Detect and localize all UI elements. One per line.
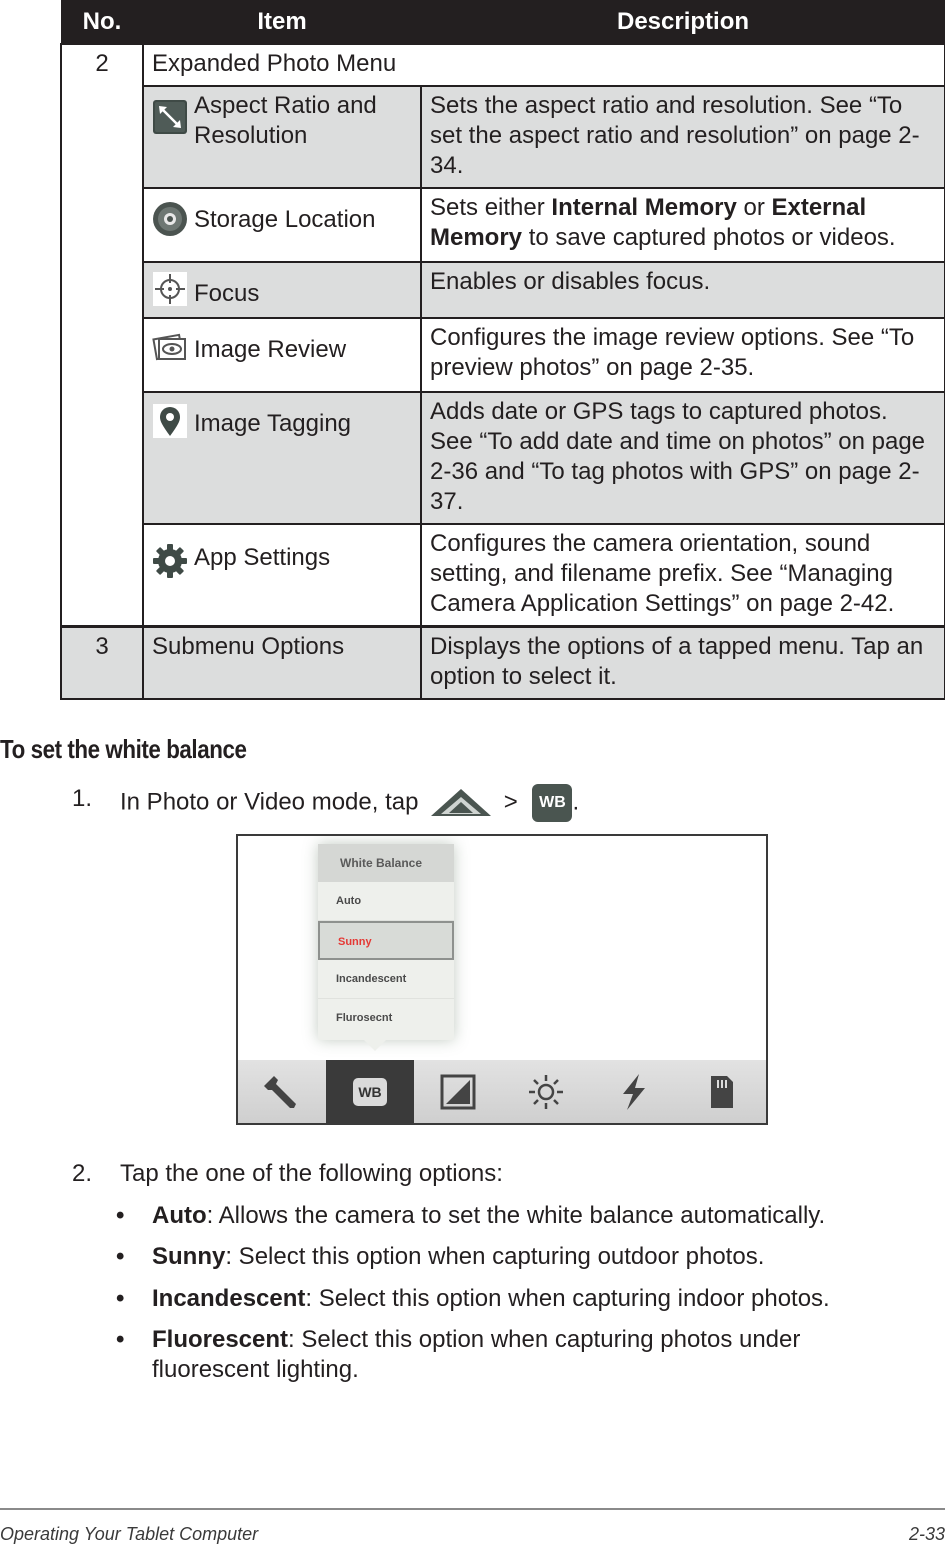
menu-item-incandescent[interactable]: Incandescent bbox=[318, 960, 454, 999]
focus-icon bbox=[152, 271, 188, 307]
white-balance-icon: WB bbox=[532, 784, 572, 822]
subitem-cell bbox=[143, 392, 421, 524]
table-row bbox=[61, 86, 945, 188]
step-text: In Photo or Video mode, tap > WB . bbox=[120, 784, 579, 822]
flash-icon bbox=[619, 1072, 649, 1112]
row-item: Submenu Options bbox=[143, 627, 421, 700]
location-pin-icon bbox=[152, 403, 188, 439]
table-row bbox=[61, 188, 945, 262]
subitem-label: Aspect Ratio and Resolution bbox=[194, 92, 377, 149]
camera-screenshot bbox=[236, 834, 768, 1125]
storage-button[interactable] bbox=[678, 1060, 766, 1123]
feature-table bbox=[60, 0, 945, 700]
step-number: 1. bbox=[72, 785, 93, 812]
subitem-label: Storage Location bbox=[194, 206, 376, 233]
image-review-icon bbox=[152, 329, 188, 365]
brightness-icon bbox=[527, 1073, 565, 1111]
table-header-row bbox=[61, 1, 945, 45]
header-description: Description bbox=[421, 1, 945, 45]
row-number: 3 bbox=[61, 627, 143, 700]
camera-toolbar bbox=[238, 1060, 766, 1123]
row-item: Expanded Photo Menu bbox=[143, 44, 945, 86]
subitem-cell bbox=[143, 86, 421, 188]
table-row bbox=[61, 44, 945, 86]
page-number: 2-33 bbox=[908, 1524, 945, 1544]
subitem-label: Focus bbox=[194, 280, 260, 307]
settings-button[interactable] bbox=[238, 1060, 326, 1123]
menu-item-fluorescent[interactable]: Flurosecnt bbox=[336, 1012, 393, 1024]
aspect-ratio-icon bbox=[152, 99, 188, 135]
wrench-icon bbox=[262, 1072, 302, 1112]
subitem-label: Image Review bbox=[194, 336, 347, 363]
white-balance-icon: WB bbox=[353, 1078, 387, 1106]
table-row bbox=[61, 627, 945, 700]
white-balance-button[interactable] bbox=[326, 1060, 414, 1123]
menu-item-auto[interactable]: Auto bbox=[318, 882, 454, 921]
subitem-description: Sets either Internal Memory or External Memory to save captured photos or videos. bbox=[421, 188, 945, 262]
row-number: 2 bbox=[61, 44, 143, 627]
footer-title: Operating Your Tablet Computer bbox=[0, 1524, 259, 1544]
menu-pointer bbox=[364, 1040, 386, 1051]
subitem-label: Image Tagging bbox=[194, 410, 352, 437]
section-title: To set the white balance bbox=[0, 734, 247, 764]
header-item: Item bbox=[143, 1, 421, 45]
gear-icon bbox=[152, 543, 188, 579]
subitem-cell bbox=[143, 262, 421, 318]
storage-card-icon bbox=[707, 1072, 737, 1112]
white-balance-menu bbox=[318, 844, 454, 1040]
subitem-description: Sets the aspect ratio and resolution. See “To set the aspect ratio and resolution” on page 2-34. bbox=[421, 86, 945, 188]
expand-menu-icon bbox=[429, 786, 493, 820]
exposure-icon bbox=[440, 1074, 476, 1110]
flash-button[interactable] bbox=[590, 1060, 678, 1123]
subitem-cell bbox=[143, 524, 421, 627]
menu-title: White Balance bbox=[318, 844, 454, 882]
subitem-cell bbox=[143, 318, 421, 392]
storage-icon bbox=[152, 201, 188, 237]
step-text: Tap the one of the following options: bbox=[120, 1160, 503, 1187]
subitem-description: Configures the image review options. See “To preview photos” on page 2-35. bbox=[421, 318, 945, 392]
brightness-button[interactable] bbox=[502, 1060, 590, 1123]
menu-item-sunny[interactable]: Sunny bbox=[318, 921, 454, 960]
row-description: Displays the options of a tapped menu. Tap an option to select it. bbox=[421, 627, 945, 700]
subitem-description: Adds date or GPS tags to captured photos. See “To add date and time on photos” on page 2-36 and “To tag photos with GPS” on page 2-37. bbox=[421, 392, 945, 524]
subitem-cell bbox=[143, 188, 421, 262]
table-row bbox=[61, 318, 945, 392]
table-row bbox=[61, 524, 945, 627]
step-2 bbox=[72, 1159, 932, 1189]
subitem-label: App Settings bbox=[194, 544, 331, 571]
table-row bbox=[61, 392, 945, 524]
subitem-description: Enables or disables focus. bbox=[421, 262, 945, 318]
subitem-description: Configures the camera orientation, sound setting, and filename prefix. See “Managing Camera Application Settings” on page 2-42. bbox=[421, 524, 945, 627]
footer-rule bbox=[0, 1508, 945, 1510]
step-number: 2. bbox=[72, 1160, 93, 1187]
header-no: No. bbox=[61, 1, 143, 45]
step-1 bbox=[72, 784, 932, 814]
exposure-button[interactable] bbox=[414, 1060, 502, 1123]
table-row bbox=[61, 262, 945, 318]
